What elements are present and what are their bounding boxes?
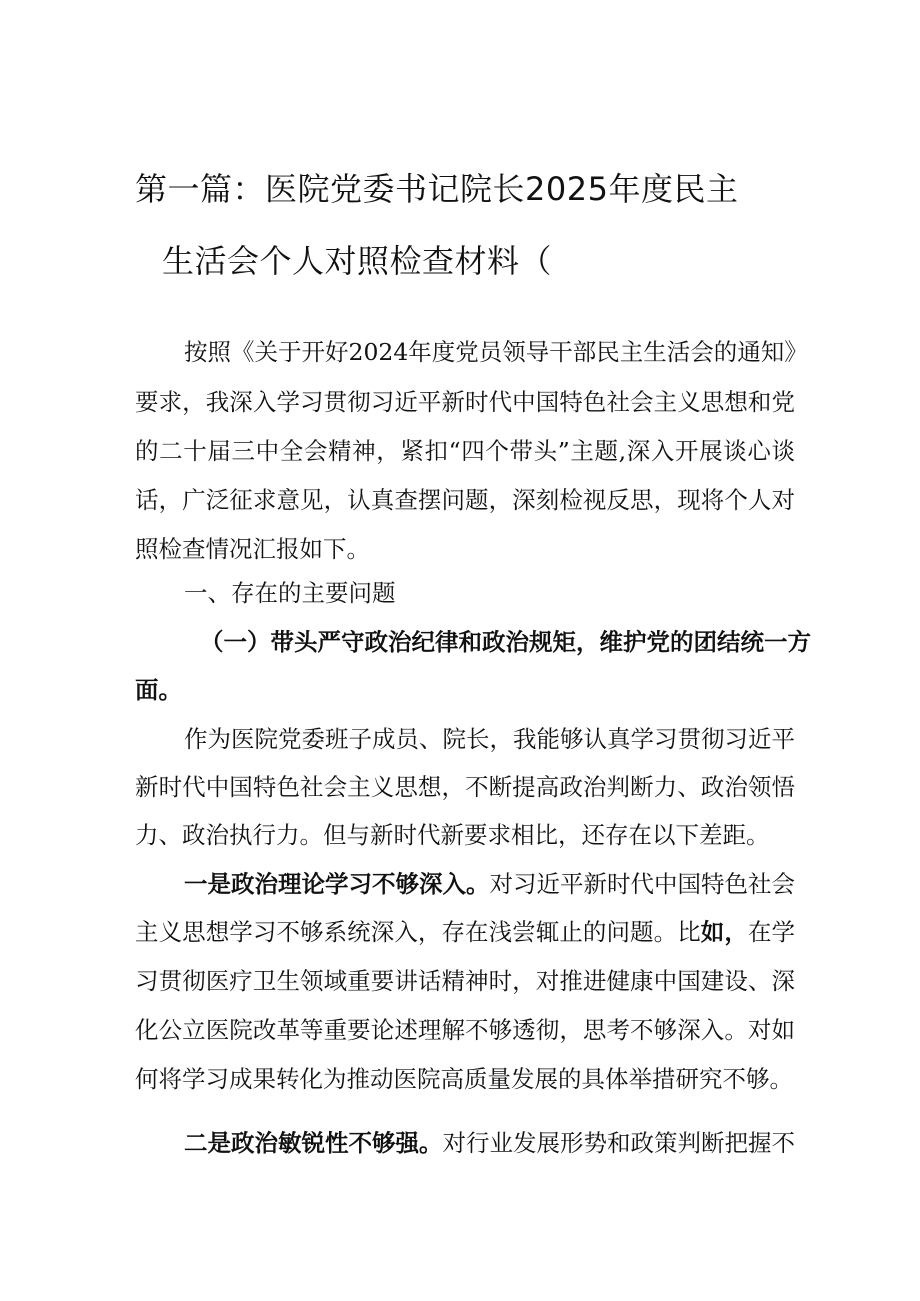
document-title-line-2: 生活会个人对照检查材料（	[162, 242, 553, 280]
subsection-heading-line-2: 面。	[135, 676, 182, 704]
section-heading: 一、存在的主要问题	[184, 579, 396, 607]
paragraph-line: 习贯彻医疗卫生领域重要讲话精神时，对推进健康中国建设、深	[135, 967, 795, 995]
subsection-heading-line-1: （一）带头严守政治纪律和政治规矩，维护党的团结统一方	[200, 628, 811, 656]
point-1-lead: 一是政治理论学习不够深入。	[184, 870, 490, 898]
paragraph-line	[135, 919, 795, 945]
point-2-lead: 二是政治敏锐性不够强。	[184, 1129, 443, 1157]
paragraph-line: 力、政治执行力。但与新时代新要求相比，还存在以下差距。	[135, 821, 770, 849]
intro-line-3: 的二十届三中全会精神，紧扣“四个带头”主题,深入开展谈心谈	[135, 437, 795, 465]
intro-line-5: 照检查情况汇报如下。	[135, 535, 370, 563]
paragraph-line: 何将学习成果转化为推动医院高质量发展的具体举措研究不够。	[135, 1065, 793, 1093]
intro-line-2: 要求，我深入学习贯彻习近平新时代中国特色社会主义思想和党	[135, 388, 795, 416]
point-1-text: 对习近平新时代中国特色社会	[489, 870, 795, 898]
point-2-first-line	[184, 1130, 795, 1156]
paragraph-line: 化公立医院改革等重要论述理解不够透彻，思考不够深入。对如	[135, 1016, 795, 1044]
paragraph-line: 作为医院党委班子成员、院长，我能够认真学习贯彻习近平	[184, 725, 795, 753]
point-1-text: 主义思想学习不够系统深入，存在浅尝辄止的问题。比	[135, 918, 701, 946]
intro-line-1: 按照《关于开好2024年度党员领导干部民主生活会的通知》	[184, 338, 808, 366]
point-1-text: 在学	[747, 918, 796, 946]
point-1-first-line	[184, 871, 795, 897]
bold-inline-text: 如，	[700, 918, 748, 946]
intro-line-4: 话，广泛征求意见，认真查摆问题，深刻检视反思，现将个人对	[135, 486, 795, 514]
point-2-text: 对行业发展形势和政策判断把握不	[442, 1129, 795, 1157]
document-title-line-1: 第一篇：医院党委书记院长2025年度民主	[135, 170, 739, 208]
paragraph-line: 新时代中国特色社会主义思想，不断提高政治判断力、政治领悟	[135, 773, 795, 801]
